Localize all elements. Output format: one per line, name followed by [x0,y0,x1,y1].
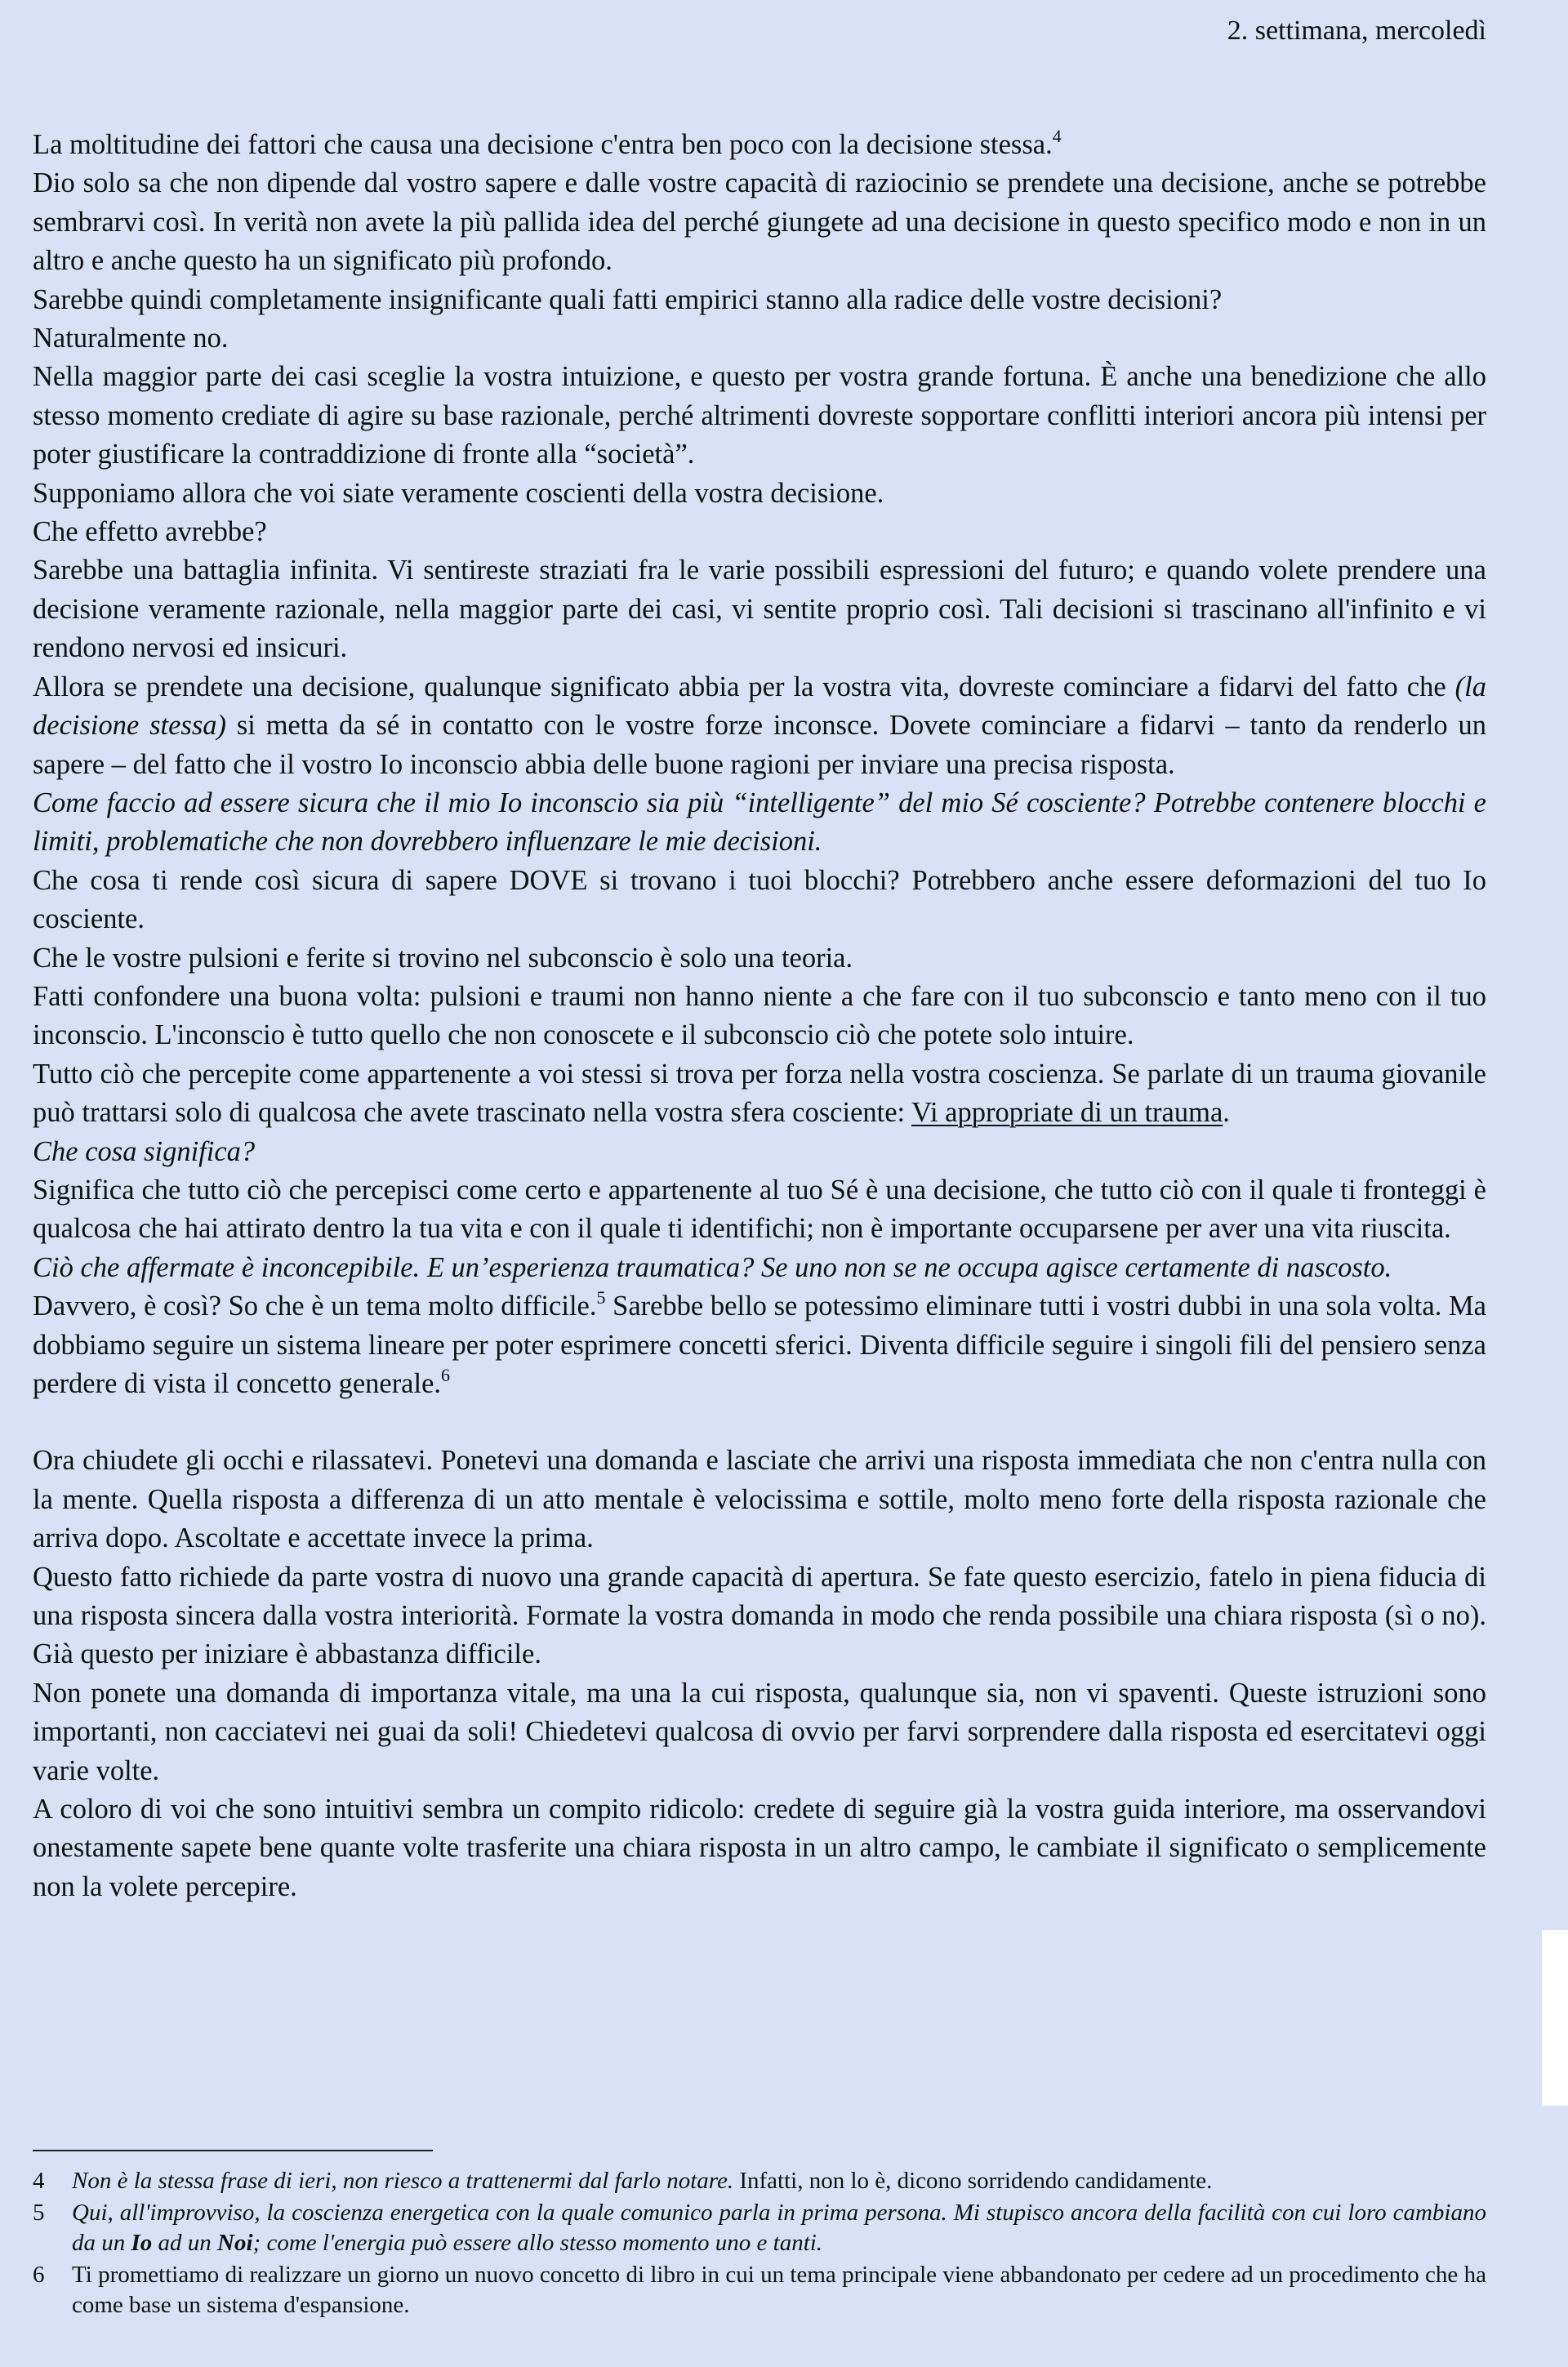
footnote-ref-5[interactable]: 5 [596,1287,606,1308]
footnote-text: Ti promettiamo di realizzare un giorno un nuovo concetto di libro in cui un tema principale viene abbandonato per cedere ad un procedimento che ha come base un sistema d'espansione. [72,2262,1486,2318]
paragraph: Significa che tutto ciò che percepisci come certo e appartenente al tuo Sé è una decisione, che tutto ciò con il quale ti fronteggi è qualcosa che hai attirato dentro la tua vita e con il quale ti identifichi; non è importante occuparsene per aver una vita riuscita. [33,1174,1486,1245]
italic-phrase: (la decisione stessa) [33,671,1486,742]
paragraph-text: . [1223,1097,1230,1129]
footnote-text [72,2166,1486,2196]
footnote-italic: Qui, all'improvviso, la coscienza energetica con la quale comunico parla in prima persona. Mi stupisco ancora della facilità con cui loro cambiano da un [72,2200,1486,2256]
question-paragraph: Ciò che affermate è inconcepibile. E un’esperienza traumatica? Se uno non se ne occupa agisce certamente di nascosto. [33,1251,1392,1283]
footnote-number: 6 [33,2262,45,2288]
paragraph: Non ponete una domanda di importanza vitale, ma una la cui risposta, qualunque sia, non vi spaventi. Queste istruzioni sono importanti, non cacciatevi nei guai da soli! Chiedetevi qualcosa di ovvio per farvi sorprendere dalla risposta ed esercitatevi oggi varie volte. [33,1677,1486,1786]
paragraph-text: La moltitudine dei fattori che causa una decisione c'entra ben poco con la decisione stessa. [33,129,1053,160]
footnote-bold: Io [131,2230,153,2256]
paragraph: Che le vostre pulsioni e ferite si trovino nel subconscio è solo una teoria. [33,942,853,974]
main-text [33,126,1486,1906]
footnote-ref-6[interactable]: 6 [441,1365,451,1385]
underlined-phrase: Vi appropriate di un trauma [911,1097,1223,1129]
footnote-6 [33,2260,1486,2320]
footnote-bold: Noi [217,2230,253,2256]
page-header: 2. settimana, mercoledì [1227,16,1486,46]
footnote-ref-4[interactable]: 4 [1052,126,1062,146]
paragraph: Fatti confondere una buona volta: pulsioni e traumi non hanno niente a che fare con il tuo subconscio e tanto meno con il tuo inconscio. L'inconscio è tutto quello che non conoscete e il subconscio ciò che potete solo intuire. [33,980,1486,1051]
paragraph-text: Tutto ciò che percepite come appartenente a voi stessi si trova per forza nella vostra coscienza. Se parlate di un trauma giovanile può trattarsi solo di qualcosa che avete trascinato nella vostra sfera cosciente: [33,1058,1486,1129]
footnote-italic: Non è la stessa frase di ieri, non riesco a trattenermi dal farlo notare. [72,2168,734,2194]
footnote-number: 5 [33,2200,45,2226]
paragraph [33,1287,1486,1403]
footnotes [33,2166,1486,2322]
page-edge-strip [1542,1930,1568,2106]
footnote-5 [33,2198,1486,2258]
question-paragraph: Come faccio ad essere sicura che il mio Io inconscio sia più “intelligente” del mio Sé cosciente? Potrebbe contenere blocchi e limiti, problematiche che non dovrebbero influenzare le mie decisioni. [33,787,1486,858]
paragraph: Supponiamo allora che voi siate veramente coscienti della vostra decisione. [33,477,884,509]
footnote-italic: ; come l'energia può essere allo stesso momento uno e tanti. [252,2230,823,2256]
paragraph: Che cosa ti rende così sicura di sapere DOVE si trovano i tuoi blocchi? Potrebbero anche essere deformazioni del tuo Io cosciente. [33,864,1486,935]
paragraph: Naturalmente no. [33,323,229,354]
paragraph: Questo fatto richiede da parte vostra di nuovo una grande capacità di apertura. Se fate questo esercizio, fatelo in piena fiducia di una risposta sincera dalla vostra interiorità. Formate la vostra domanda in modo che renda possibile una chiara risposta (sì o no). Già questo per iniziare è abbastanza difficile. [33,1561,1486,1670]
paragraph-text: Sarebbe bello se potessimo eliminare tutti i vostri dubbi in una sola volta. Ma dobbiamo seguire un sistema lineare per poter esprimere concetti sferici. Diventa difficile seguire i singoli fili del pensiero senza perdere di vista il concetto generale. [33,1290,1486,1399]
footnote-normal: Infatti, non lo è, dicono sorridendo candidamente. [733,2168,1213,2194]
paragraph: Che effetto avrebbe? [33,516,267,548]
paragraph-text: Davvero, è così? So che è un tema molto difficile. [33,1290,597,1322]
paragraph-text: si metta da sé in contatto con le vostre forze inconsce. Dovete cominciare a fidarvi – tanto da renderlo un sapere – del fatto che il vostro Io inconscio abbia delle buone ragioni per inviare una precisa risposta. [33,710,1486,780]
paragraph: Dio solo sa che non dipende dal vostro sapere e dalle vostre capacità di raziocinio se prendete una decisione, anche se potrebbe sembrarvi così. In verità non avete la più pallida idea del perché giungete ad una decisione in questo specifico modo e non in un altro e anche questo ha un significato più profondo. [33,167,1486,277]
footnote-italic: ad un [152,2230,218,2256]
paragraph: Sarebbe una battaglia infinita. Vi sentireste straziati fra le varie possibili espressioni del futuro; e quando volete prendere una decisione veramente razionale, nella maggior parte dei casi, vi sentite proprio così. Tali decisioni si trascinano all'infinito e vi rendono nervosi ed insicuri. [33,555,1486,664]
paragraph: Sarebbe quindi completamente insignificante quali fatti empirici stanno alla radice delle vostre decisioni? [33,283,1223,315]
paragraph [33,1055,1486,1133]
paragraph [33,126,1486,164]
footnote-4 [33,2166,1486,2196]
paragraph-text: Allora se prendete una decisione, qualunque significato abbia per la vostra vita, dovreste cominciare a fidarvi del fatto che [33,671,1455,702]
paragraph: A coloro di voi che sono intuitivi sembra un compito ridicolo: credete di seguire già la vostra guida interiore, ma osservandovi onestamente sapete bene quante volte trasferite una chiara risposta in un altro campo, le cambiate il significato o semplicemente non la volete percepire. [33,1794,1486,1902]
paragraph: Ora chiudete gli occhi e rilassatevi. Ponetevi una domanda e lasciate che arrivi una risposta immediata che non c'entra nulla con la mente. Quella risposta a differenza di un atto mentale è velocissima e sottile, molto meno forte della risposta razionale che arriva dopo. Ascoltate e accettate invece la prima. [33,1445,1486,1554]
paragraph: Nella maggior parte dei casi sceglie la vostra intuizione, e questo per vostra grande fortuna. È anche una benedizione che allo stesso momento crediate di agire su base razionale, perché altrimenti dovreste sopportare conflitti interiori ancora più intensi per poter giustificare la contraddizione di fronte alla “società”. [33,361,1486,470]
footnote-separator [33,2150,433,2151]
paragraph [33,668,1486,784]
question-paragraph: Che cosa significa? [33,1135,256,1167]
footnote-text [72,2198,1486,2258]
footnote-number: 4 [33,2168,45,2194]
